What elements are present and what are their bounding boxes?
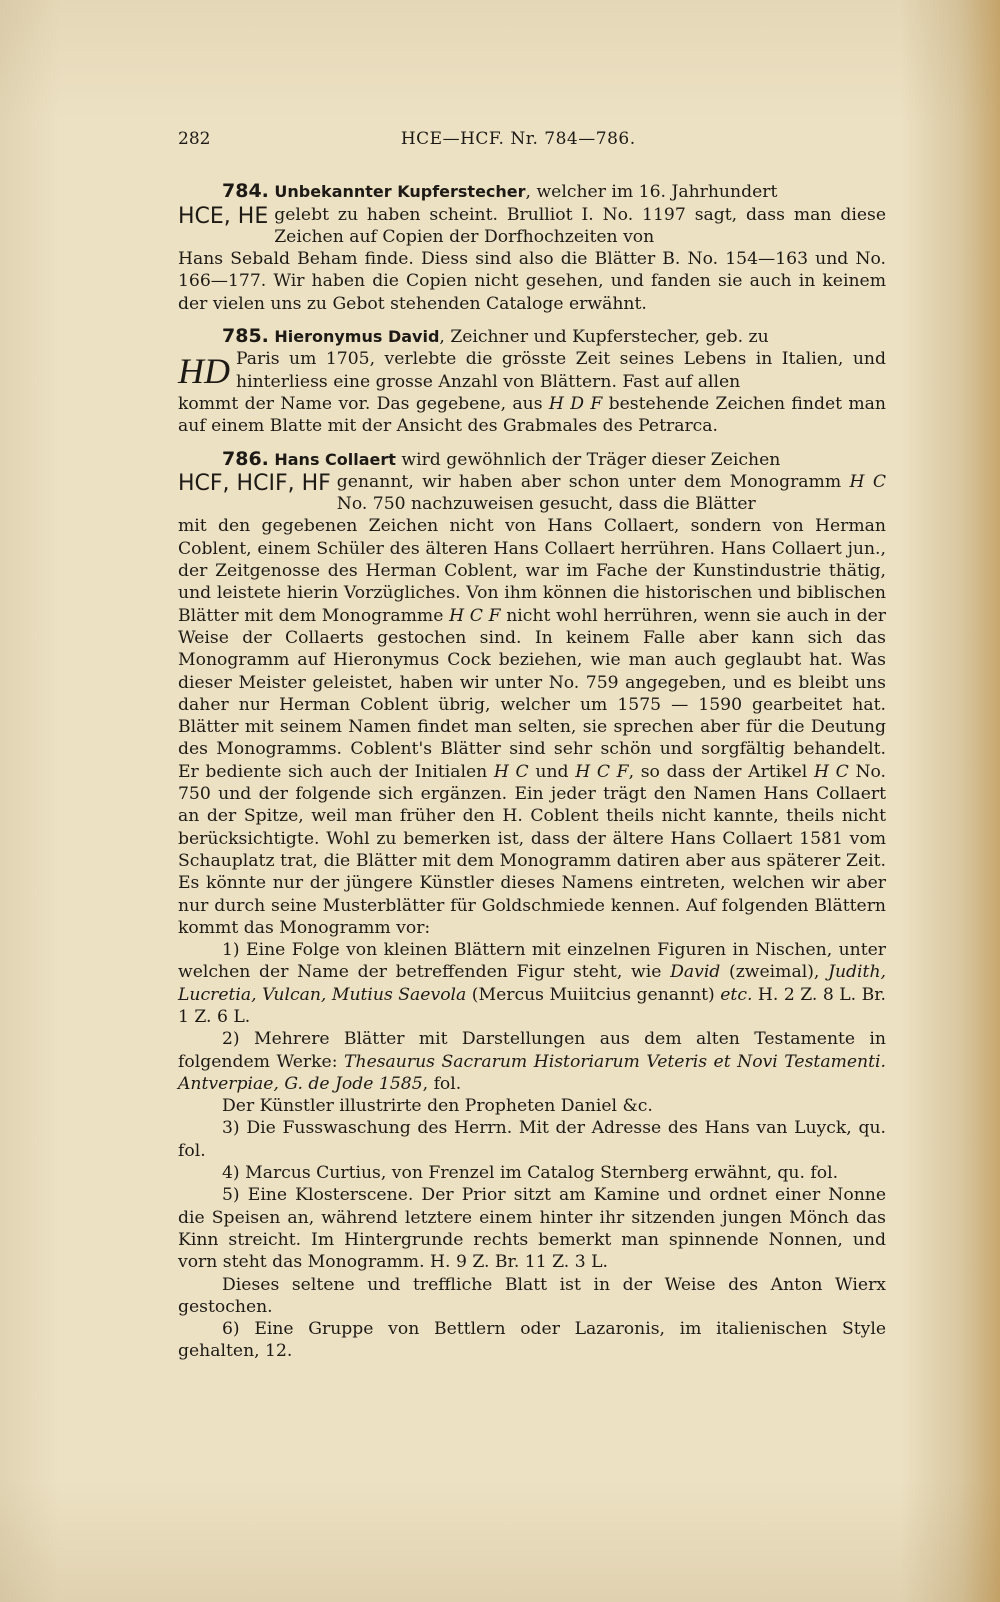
monogram: HCF, HCIF, HF bbox=[178, 470, 331, 496]
list-item: 3) Die Fusswaschung des Herrn. Mit der Adresse des Hans van Luyck, qu. fol. bbox=[178, 1118, 886, 1161]
entry-text: Paris um 1705, verlebte die grösste Zeit seines Lebens in Italien, und hinterliess eine grosse Anzahl von Blättern. Fast auf allen bbox=[236, 349, 886, 392]
entry-number: 786. bbox=[222, 447, 269, 470]
entry-text: , welcher im 16. Jahrhundert bbox=[525, 182, 778, 203]
entry-text: Hans Sebald Beham finde. Diess sind also die Blätter B. No. 154—163 und No. 166—177. Wir haben die Copien nicht gesehen, und fanden sie auch in keinem der vielen uns zu Gebot stehenden Cataloge erwähnt. bbox=[178, 249, 886, 314]
list-item: 1) Eine Folge von kleinen Blättern mit einzelnen Figuren in Nischen, unter welchen der Name der betreffenden Figur steht, wie David (zweimal), Judith, Lucretia, Vulcan, Mutius Saevola (Mercus Muiitcius genannt) etc. H. 2 Z. 8 L. Br. 1 Z. 6 L. bbox=[178, 940, 887, 1027]
entry-name: Hans Collaert bbox=[274, 449, 396, 469]
entry-text: gelebt zu haben scheint. Brulliot I. No. 1197 sagt, dass man diese Zeichen auf Copien der Dorfhochzeiten von bbox=[274, 204, 886, 247]
monogram-ref: H C F bbox=[575, 761, 629, 782]
monogram-ref: H C bbox=[493, 761, 529, 782]
entry-text: und bbox=[528, 761, 576, 782]
header-title: HCE—HCF. Nr. 784—786. bbox=[400, 129, 636, 149]
entry-text: wird gewöhnlich der Träger dieser Zeichen bbox=[395, 449, 781, 470]
entry-786 bbox=[178, 448, 886, 1363]
entry-text: No. 750 und der folgende sich ergänzen. Ein jeder trägt den Namen Hans Collaert an der Spitze, weil man früher den H. Coblent theils nicht kannte, theils nicht berücksichtigte. Wohl zu bemerken ist, dass der ältere Hans Collaert 1581 vom Schauplatz trat, die Blätter mit dem Monogramm datiren aber aus späterer Zeit. Es könnte nur der jüngere Künstler dieses Namens eintreten, welchen wir aber nur durch seine Musterblätter für Goldschmiede kennen. Auf folgenden Blättern kommt das Monogramm vor: bbox=[178, 761, 886, 938]
entry-784 bbox=[178, 180, 886, 315]
entry-text: , Zeichner und Kupferstecher, geb. zu bbox=[439, 327, 769, 348]
entry-name: Unbekannter Kupferstecher bbox=[274, 182, 526, 202]
list-item: 6) Eine Gruppe von Bettlern oder Lazaronis, im italienischen Style gehalten, 12. bbox=[178, 1319, 886, 1362]
entry-number: 785. bbox=[222, 325, 269, 348]
entry-number: 784. bbox=[222, 180, 269, 203]
monogram-ref: H C bbox=[813, 761, 849, 782]
list-item: 2) Mehrere Blätter mit Darstellungen aus dem alten Testamente in folgendem Werke: Thesaurus Sacrarum Historiarum Veteris et Novi Testamenti. Antverpiae, G. de Jode 1585, fol. bbox=[178, 1029, 886, 1094]
entry-text: genannt, wir haben aber schon unter dem Monogramm bbox=[336, 471, 842, 492]
running-header bbox=[178, 128, 886, 150]
list-item-note: Dieses seltene und treffliche Blatt ist in der Weise des Anton Wierx gestochen. bbox=[178, 1274, 886, 1317]
page-number: 282 bbox=[178, 129, 211, 149]
list-item-note: Der Künstler illustrirte den Propheten Daniel &c. bbox=[222, 1096, 653, 1117]
monogram: HD bbox=[178, 351, 230, 392]
entry-text: kommt der Name vor. Das gegebene, aus bbox=[178, 393, 549, 414]
entry-text: , so dass der Artikel bbox=[628, 761, 814, 782]
entry-785 bbox=[178, 325, 886, 437]
monogram-ref: H C bbox=[849, 471, 886, 492]
entry-name: Hieronymus David bbox=[274, 327, 440, 347]
list-item: 4) Marcus Curtius, von Frenzel im Catalog Sternberg erwähnt, qu. fol. bbox=[222, 1163, 839, 1184]
page-text bbox=[178, 128, 886, 1373]
monogram-ref: H D F bbox=[548, 393, 603, 414]
entry-text: nicht wohl herrühren, wenn sie auch in der Weise der Collaerts gestochen sind. In keinem Falle aber kann sich das Monogramm auf Hieronymus Cock beziehen, wie man auch geglaubt hat. Was dieser Meister geleistet, haben wir unter No. 759 angegeben, und es bleibt uns daher nur Herman Coblent übrig, welcher um 1575 — 1590 gearbeitet hat. Blätter mit seinem Namen findet man selten, sie sprechen aber für die Deutung des Monogramms. Coblent's Blätter sind sehr schön und sorgfältig behandelt. Er bediente sich auch der Initialen bbox=[178, 605, 887, 782]
monogram: HCE, HE bbox=[178, 203, 269, 229]
entry-text: No. 750 nachzuweisen gesucht, dass die Blätter bbox=[336, 494, 756, 515]
entry-text: mit den gegebenen Zeichen nicht von Hans Collaert, sondern von Herman Coblent, einem Schüler des älteren Hans Collaert herrühren. Hans Collaert jun., der Zeitgenosse des Herman Coblent, war im Fache der Kunstindustrie thätig, und leistete hierin Vorzügliches. Von ihm können die historischen und biblischen Blätter mit dem Monogramme bbox=[178, 516, 886, 626]
list-item: 5) Eine Klosterscene. Der Prior sitzt am Kamine und ordnet einer Nonne die Speisen an, während letztere einem hinter ihr sitzenden jungen Mönch das Kinn streicht. Im Hintergrunde rechts bemerkt man spinnende Nonnen, und vorn steht das Monogramm. H. 9 Z. Br. 11 Z. 3 L. bbox=[178, 1185, 886, 1273]
monogram-ref: H C F bbox=[449, 605, 501, 626]
entry-text: bestehende Zeichen findet man auf einem Blatte mit der Ansicht des Grabmales des Petrarca. bbox=[178, 393, 886, 437]
